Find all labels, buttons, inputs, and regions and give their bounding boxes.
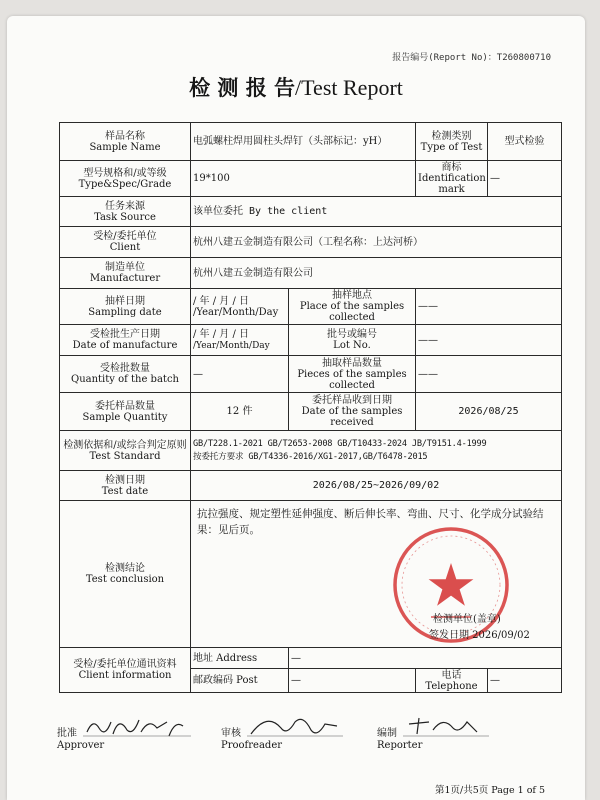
conclusion-cell [191, 501, 562, 648]
telephone-value: — [488, 669, 562, 693]
row-client-address [60, 648, 562, 669]
manufacture-date-label: 受检批生产日期 Date of manufacture [60, 325, 191, 356]
test-standard-label: 检测依据和/或综合判定原则 Test Standard [60, 431, 191, 471]
pieces-collected-label: 抽取样品数量 Pieces of the samples collected [289, 356, 416, 393]
test-type-value: 型式检验 [488, 123, 562, 161]
row-manufacturer [60, 258, 562, 289]
reporter-block [377, 728, 422, 752]
trademark-value: — [488, 161, 562, 197]
sample-name-value: 电弧螺柱焊用圆柱头焊钉（头部标记：yH） [191, 123, 416, 161]
client-info-label: 受检/委托单位通讯资料 Client information [60, 648, 191, 693]
side-seal-icon [567, 416, 585, 526]
report-table [59, 122, 562, 693]
issue-date: 签发日期 2026/09/02 [429, 630, 530, 641]
report-number: 报告编号(Report No)：T260800710 [392, 53, 551, 63]
row-test-standard [60, 431, 562, 471]
manufacture-date-value: / 年 / 月 / 日 /Year/Month/Day [191, 325, 289, 356]
approver-block [57, 728, 104, 752]
conclusion-label: 检测结论 Test conclusion [60, 501, 191, 648]
title-chinese: 检 测 报 告 [189, 75, 296, 100]
sample-name-label: 样品名称 Sample Name [60, 123, 191, 161]
task-source-label: 任务来源 Task Source [60, 197, 191, 227]
reporter-signature-icon [403, 714, 493, 740]
sampling-place-label: 抽样地点 Place of the samples collected [289, 289, 416, 325]
row-sampling [60, 289, 562, 325]
row-conclusion [60, 501, 562, 648]
client-value: 杭州八建五金制造有限公司（工程名称：上达河桥） [191, 227, 562, 258]
proofreader-label-cn: 审核 [221, 728, 241, 739]
sampling-date-value: / 年 / 月 / 日 /Year/Month/Day [191, 289, 289, 325]
trademark-label: 商标 Identification mark [416, 161, 488, 197]
reporter-label-en: Reporter [377, 740, 423, 751]
issuing-unit-label: 检测单位(盖章) [433, 614, 501, 625]
report-title [7, 72, 585, 102]
lot-no-value: —— [416, 325, 562, 356]
proofreader-block [221, 728, 282, 752]
report-sheet [7, 16, 585, 800]
sample-qty-label: 委托样品数量 Sample Quantity [60, 393, 191, 431]
row-sample-qty [60, 393, 562, 431]
reporter-label-cn: 编制 [377, 728, 397, 739]
lot-no-label: 批号或编号 Lot No. [289, 325, 416, 356]
model-value: 19*100 [191, 161, 416, 197]
test-type-label: 检测类别 Type of Test [416, 123, 488, 161]
page-number: 第1页/共5页 Page 1 of 5 [434, 785, 545, 796]
postcode-label: 邮政编码 Post [191, 669, 289, 693]
address-label: 地址 Address [191, 648, 289, 669]
received-date-label: 委托样品收到日期 Date of the samples received [289, 393, 416, 431]
row-sample-name [60, 123, 562, 161]
batch-qty-value: — [191, 356, 289, 393]
test-date-value: 2026/08/25~2026/09/02 [191, 471, 562, 501]
proofreader-signature-icon [247, 714, 347, 740]
sample-qty-value: 12 件 [191, 393, 289, 431]
manufacturer-value: 杭州八建五金制造有限公司 [191, 258, 562, 289]
test-standard-value: GB/T228.1-2021 GB/T2653-2008 GB/T10433-2024 JB/T9151.4-1999 按委托方要求 GB/T4336-2016/XG1-2017,GB/T6478-2015 [191, 431, 562, 471]
title-english: /Test Report [295, 75, 403, 100]
approver-label-cn: 批准 [57, 728, 77, 739]
row-client [60, 227, 562, 258]
postcode-value: — [289, 669, 416, 693]
test-date-label: 检测日期 Test date [60, 471, 191, 501]
model-label: 型号规格和/或等级 Type&Spec/Grade [60, 161, 191, 197]
batch-qty-label: 受检批数量 Quantity of the batch [60, 356, 191, 393]
conclusion-text: 抗拉强度、规定塑性延伸强度、断后伸长率、弯曲、尺寸、化学成分试验结果：见后页。 [197, 508, 544, 536]
row-model [60, 161, 562, 197]
manufacturer-label: 制造单位 Manufacturer [60, 258, 191, 289]
row-test-date [60, 471, 562, 501]
received-date-value: 2026/08/25 [416, 393, 562, 431]
proofreader-label-en: Proofreader [221, 740, 283, 751]
row-task-source [60, 197, 562, 227]
row-batch [60, 356, 562, 393]
official-seal-icon [391, 525, 511, 645]
client-label: 受检/委托单位 Client [60, 227, 191, 258]
approver-signature-icon [83, 714, 193, 740]
row-manufacture-date [60, 325, 562, 356]
sampling-place-value: —— [416, 289, 562, 325]
approver-label-en: Approver [57, 740, 105, 751]
address-value: — [289, 648, 562, 669]
task-source-value: 该单位委托 By the client [191, 197, 562, 227]
telephone-label: 电话 Telephone [416, 669, 488, 693]
pieces-collected-value: —— [416, 356, 562, 393]
sampling-date-label: 抽样日期 Sampling date [60, 289, 191, 325]
